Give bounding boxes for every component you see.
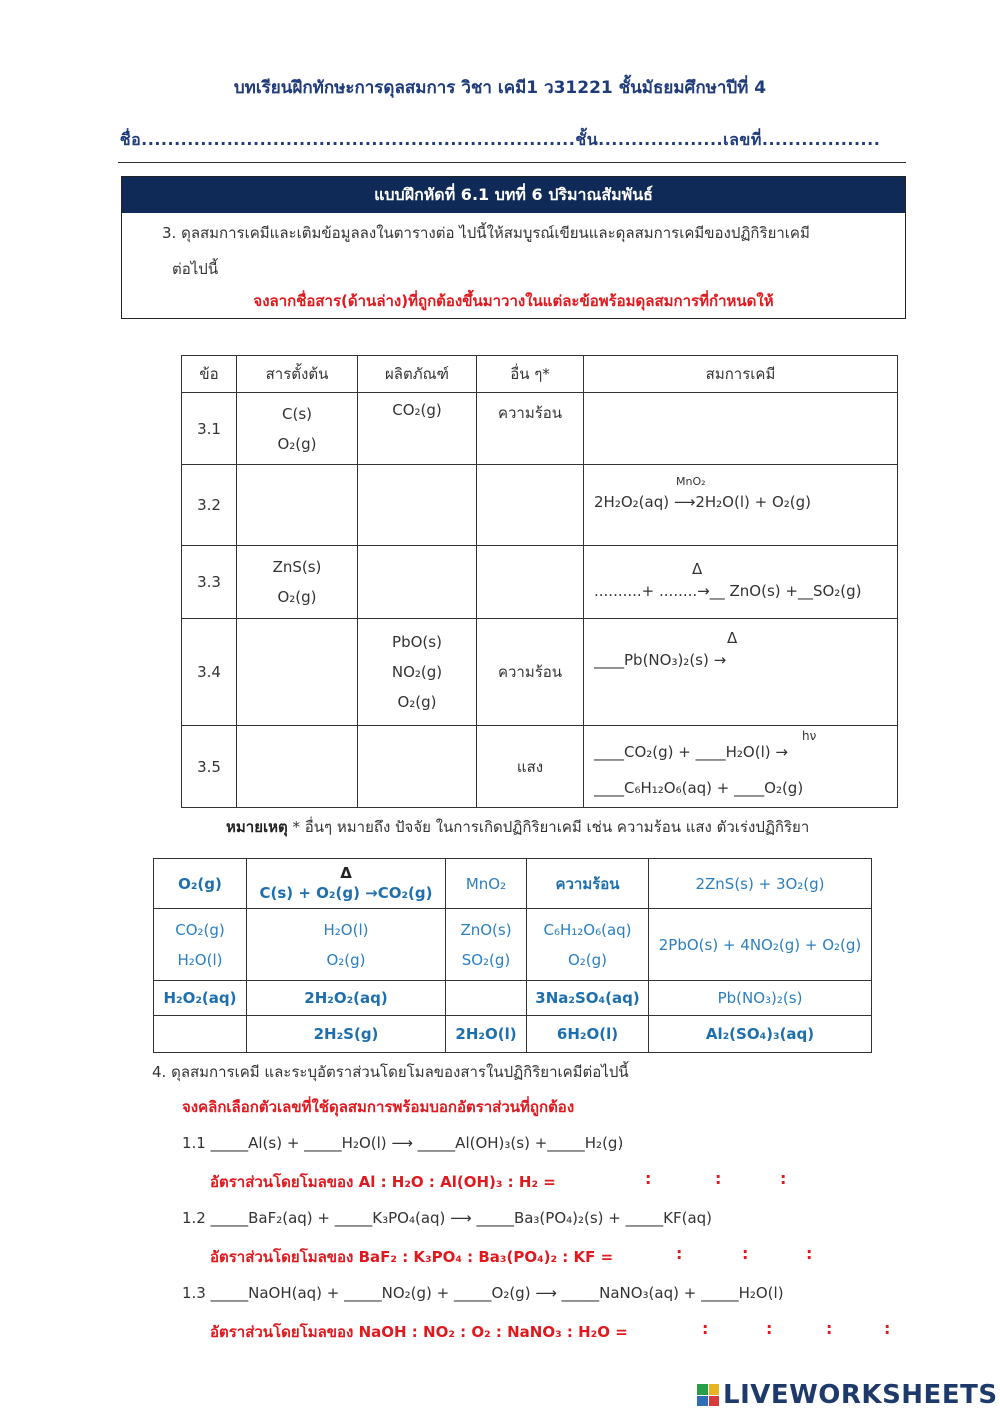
answer-text: CO₂(g) — [175, 920, 225, 939]
equation-cell — [584, 619, 898, 726]
equation-cell — [584, 726, 898, 808]
drop-zone-reactants[interactable] — [237, 465, 358, 546]
page-title: บทเรียนฝึกทักษะการดุลสมการ วิชา เคมี1 ว31221 ชั้นมัธยมศึกษาปีที่ 4 — [233, 78, 767, 98]
drop-zone-products[interactable] — [358, 465, 477, 546]
ratio-1-2: อัตราส่วนโดยโมลของ BaF₂ : K₃PO₄ : Ba₃(PO₄)₂ : KF = — [210, 1248, 614, 1266]
ratio-separator[interactable]: : — [676, 1244, 683, 1263]
empty-cell — [154, 1016, 247, 1053]
drop-zone-reactants[interactable] — [237, 619, 358, 726]
header-other: อื่น ๆ* — [477, 356, 584, 393]
equation-text: ____CO₂(g) + ____H₂O(l) → — [594, 742, 788, 761]
ratio-1-3: อัตราส่วนโดยโมลของ NaOH : NO₂ : O₂ : NaNO₃ : H₂O = — [210, 1323, 628, 1341]
heat-symbol: Δ — [727, 629, 738, 647]
product: NO₂(g) — [391, 663, 443, 681]
footnote-label: หมายเหตุ — [226, 818, 288, 836]
drop-zone-reactants[interactable] — [237, 393, 358, 465]
table-row — [182, 619, 898, 726]
equation-text-line2: ____C₆H₁₂O₆(aq) + ____O₂(g) — [594, 778, 804, 797]
drop-zone-products[interactable] — [358, 546, 477, 619]
draggable-answer[interactable]: 2H₂O₂(aq) — [247, 981, 446, 1016]
ratio-separator[interactable]: : — [645, 1169, 652, 1188]
draggable-answer[interactable]: 2H₂S(g) — [247, 1016, 446, 1053]
header-equation: สมการเคมี — [584, 356, 898, 393]
draggable-answer[interactable]: Pb(NO₃)₂(s) — [649, 981, 872, 1016]
ratio-separator[interactable]: : — [884, 1319, 891, 1338]
student-info-line: ชื่อ..................................................................ชั้น...................เลขที่.................. — [119, 130, 881, 149]
question-4-instruction: จงคลิกเลือกตัวเลขที่ใช้ดุลสมการพร้อมบอกอัตราส่วนที่ถูกต้อง — [182, 1098, 575, 1116]
drop-zone-reactants[interactable] — [237, 726, 358, 808]
answer-text: O₂(g) — [567, 950, 608, 969]
answer-text: C₆H₁₂O₆(aq) — [543, 920, 632, 939]
draggable-answer[interactable]: H₂O₂(aq) — [154, 981, 247, 1016]
drop-zone-other[interactable] — [477, 619, 584, 726]
answer-text: H₂O(l) — [323, 920, 369, 939]
answer-text: SO₂(g) — [461, 950, 511, 969]
reactant: C(s) — [282, 404, 312, 423]
reactant: O₂(g) — [277, 434, 317, 453]
ratio-separator[interactable]: : — [766, 1319, 773, 1338]
logo-badge-cell — [697, 1384, 708, 1395]
drop-zone-other[interactable] — [477, 546, 584, 619]
header-reactants: สารตั้งต้น — [237, 356, 358, 393]
equation-cell — [584, 546, 898, 619]
exercise-box — [121, 176, 906, 319]
other-factor: ความร้อน — [497, 663, 563, 681]
footnote — [226, 815, 809, 839]
draggable-answer[interactable]: 3Na₂SO₄(aq) — [527, 981, 649, 1016]
ratio-separator[interactable]: : — [806, 1244, 813, 1263]
equation-1-1[interactable]: 1.1 _____Al(s) + _____H₂O(l) ⟶ _____Al(OH)₃(s) +_____H₂(g) — [182, 1134, 624, 1152]
exercise-heading: แบบฝึกหัดที่ 6.1 บทที่ 6 ปริมาณสัมพันธ์ — [122, 177, 905, 213]
other-factor: แสง — [516, 757, 544, 776]
reactant: ZnS(s) — [272, 558, 322, 576]
logo-badge-icon — [697, 1384, 719, 1406]
product: CO₂(g) — [392, 401, 442, 419]
ratio-separator[interactable]: : — [715, 1169, 722, 1188]
drop-zone-products[interactable] — [358, 619, 477, 726]
answer-text: O₂(g) — [326, 950, 366, 969]
answer-bank — [153, 858, 872, 1053]
equation-text: ____Pb(NO₃)₂(s) → — [594, 651, 727, 669]
equation-text: 2H₂O₂(aq) ⟶2H₂O(l) + O₂(g) — [594, 493, 812, 511]
drop-zone-reactants[interactable] — [237, 546, 358, 619]
logo-badge-cell — [697, 1396, 708, 1407]
draggable-answer[interactable] — [154, 909, 247, 981]
ratio-separator[interactable]: : — [742, 1244, 749, 1263]
drop-zone-equation[interactable] — [584, 393, 898, 465]
draggable-answer[interactable]: 2PbO(s) + 4NO₂(g) + O₂(g) — [649, 909, 872, 981]
draggable-answer[interactable]: MnO₂ — [446, 859, 527, 909]
drop-zone-other[interactable] — [477, 393, 584, 465]
row-no: 3.1 — [182, 393, 237, 465]
draggable-answer[interactable] — [247, 859, 446, 909]
table-row — [182, 393, 898, 465]
answer-text: H₂O(l) — [177, 950, 223, 969]
row-no: 3.5 — [182, 726, 237, 808]
draggable-answer[interactable]: O₂(g) — [154, 859, 247, 909]
ratio-1-1: อัตราส่วนโดยโมลของ Al : H₂O : Al(OH)₃ : H₂ = — [210, 1173, 556, 1191]
drop-zone-other[interactable] — [477, 465, 584, 546]
header-no: ข้อ — [182, 356, 237, 393]
table-row — [182, 465, 898, 546]
table-row — [182, 546, 898, 619]
table-row — [182, 726, 898, 808]
equation-1-3[interactable]: 1.3 _____NaOH(aq) + _____NO₂(g) + _____O₂(g) ⟶ _____NaNO₃(aq) + _____H₂O(l) — [182, 1284, 784, 1302]
logo-badge-cell — [709, 1384, 720, 1395]
divider — [118, 162, 906, 163]
equation-1-2[interactable]: 1.2 _____BaF₂(aq) + _____K₃PO₄(aq) ⟶ _____Ba₃(PO₄)₂(s) + _____KF(aq) — [182, 1209, 713, 1227]
header-products: ผลิตภัณฑ์ — [358, 356, 477, 393]
draggable-answer[interactable] — [527, 909, 649, 981]
draggable-answer[interactable]: 2ZnS(s) + 3O₂(g) — [649, 859, 872, 909]
heat-symbol: Δ — [692, 560, 703, 578]
draggable-answer[interactable] — [446, 909, 527, 981]
row-no: 3.3 — [182, 546, 237, 619]
drop-zone-products[interactable] — [358, 726, 477, 808]
question-4-title: 4. ดุลสมการเคมี และระบุอัตราส่วนโดยโมลของสารในปฏิกิริยาเคมีต่อไปนี้ — [152, 1063, 629, 1081]
draggable-answer[interactable]: Al₂(SO₄)₃(aq) — [649, 1016, 872, 1053]
ratio-separator[interactable]: : — [826, 1319, 833, 1338]
liveworksheets-logo — [697, 1380, 998, 1410]
row-no: 3.4 — [182, 619, 237, 726]
logo-badge-cell — [709, 1396, 720, 1407]
empty-cell — [446, 981, 527, 1016]
draggable-answer[interactable]: ความร้อน — [527, 859, 649, 909]
question-text: 3. ดุลสมการเคมีและเติมข้อมูลลงในตารางต่อ ไปนี้ให้สมบูรณ์เขียนและดุลสมการเคมีของปฏิกิริยาเคมี — [162, 224, 810, 242]
logo-text: LIVEWORKSHEETS — [723, 1380, 998, 1410]
equation-cell — [584, 465, 898, 546]
equation-text: ..........+ ........→__ ZnO(s) +__SO₂(g) — [594, 582, 862, 600]
catalyst-label: MnO₂ — [676, 475, 706, 488]
row-no: 3.2 — [182, 465, 237, 546]
footnote-text: * อื่นๆ หมายถึง ปัจจัย ในการเกิดปฏิกิริยาเคมี เช่น ความร้อน แสง ตัวเร่งปฏิกิริยา — [287, 818, 810, 836]
ratio-separator[interactable]: : — [780, 1169, 787, 1188]
drag-instruction: จงลากชื่อสาร(ด้านล่าง)ที่ถูกต้องขึ้นมาวางในแต่ละข้อพร้อมดุลสมการที่กำหนดให้ — [253, 292, 774, 310]
ratio-separator[interactable]: : — [702, 1319, 709, 1338]
answer-text: ZnO(s) — [460, 920, 512, 939]
other-factor: ความร้อน — [497, 404, 563, 422]
product: O₂(g) — [397, 693, 437, 711]
drop-zone-other[interactable] — [477, 726, 584, 808]
question-text-cont: ต่อไปนี้ — [172, 260, 219, 278]
answer-text: C(s) + O₂(g) →CO₂(g) — [259, 883, 433, 902]
reaction-table — [181, 355, 898, 808]
product: PbO(s) — [392, 633, 442, 651]
heat-symbol: Δ — [340, 863, 352, 882]
reactant: O₂(g) — [277, 588, 317, 606]
draggable-answer[interactable]: 6H₂O(l) — [527, 1016, 649, 1053]
draggable-answer[interactable]: 2H₂O(l) — [446, 1016, 527, 1053]
draggable-answer[interactable] — [247, 909, 446, 981]
light-symbol: hν — [802, 728, 817, 743]
drop-zone-products[interactable] — [358, 393, 477, 465]
